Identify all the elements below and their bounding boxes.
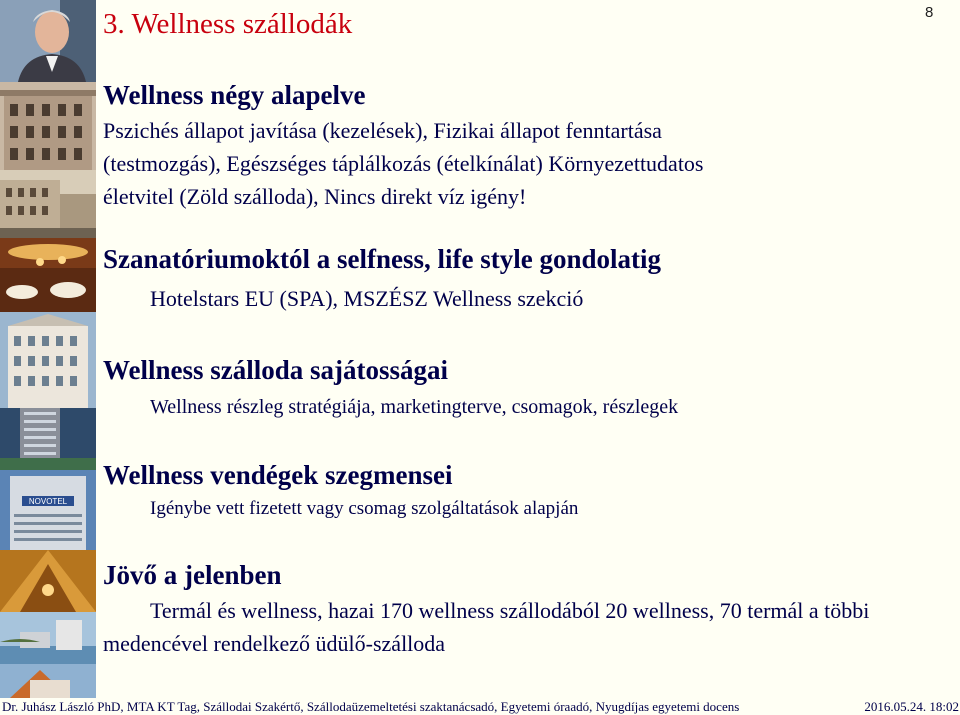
restaurant-interior-photo	[0, 238, 96, 312]
hotel-facade-photo	[0, 82, 96, 170]
highrise-hotel-photo	[0, 408, 96, 470]
section-body-segments: Igénybe vett fizetett vagy csomag szolgáltatások alapján	[150, 498, 579, 519]
slide-title: 3. Wellness szállodák	[103, 8, 353, 40]
photo-strip	[0, 0, 96, 698]
portrait-photo	[0, 0, 96, 82]
section-body-selfness: Hotelstars EU (SPA), MSZÉSZ Wellness szekció	[150, 286, 584, 311]
section-heading-principles: Wellness négy alapelve	[103, 80, 366, 110]
lakeside-hotel-photo	[0, 612, 96, 664]
footer-date: 2016.05.24. 18:02	[864, 699, 959, 714]
section-heading-selfness: Szanatóriumoktól a selfness, life style gondolatig	[103, 244, 661, 274]
section-heading-segments: Wellness vendégek szegmensei	[103, 460, 453, 490]
hotel-street-photo	[0, 170, 96, 238]
svg-text:NOVOTEL: NOVOTEL	[28, 497, 68, 506]
grand-hotel-photo	[0, 312, 96, 408]
page-number: 8	[925, 4, 934, 21]
section-body-features: Wellness részleg stratégiája, marketingterve, csomagok, részlegek	[150, 396, 679, 418]
section-heading-features: Wellness szálloda sajátosságai	[103, 355, 449, 385]
atrium-photo	[0, 550, 96, 612]
footer-author: Dr. Juhász László PhD, MTA KT Tag, Szállodai Szakértő, Szállodaüzemeltetési szaktanácsadó, Egyetemi óraadó, Nyugdíjas egyetemi docens	[2, 699, 740, 714]
section-body-principles: Pszichés állapot javítása (kezelések), Fizikai állapot fenntartása (testmozgás), Egészséges táplálkozás (ételkínálat) Környezettudatos életvitel (Zöld szálloda), Nincs direkt víz igény!	[103, 118, 704, 209]
section-heading-future: Jövő a jelenben	[103, 560, 282, 590]
resort-hotel-photo	[0, 664, 96, 698]
novotel-hotel-photo	[0, 470, 96, 550]
slide-footer	[0, 698, 960, 715]
section-body-future: Termál és wellness, hazai 170 wellness szállodából 20 wellness, 70 termál a többi medencével rendelkező üdülő-szálloda	[103, 598, 870, 656]
